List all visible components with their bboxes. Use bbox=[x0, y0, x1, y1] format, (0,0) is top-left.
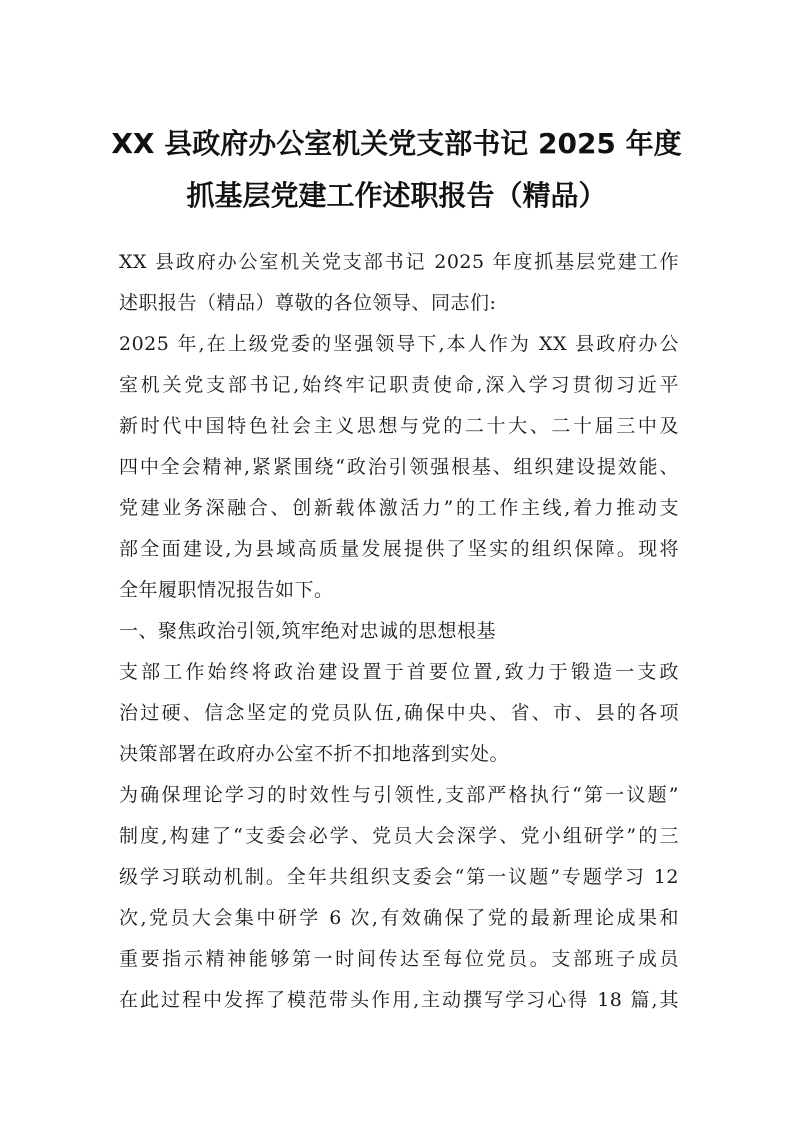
body-line: 在此过程中发挥了模范带头作用,主动撰写学习心得 18 篇,其 bbox=[119, 989, 679, 1011]
body-line: 新时代中国特色社会主义思想与党的二十大、二十届三中及 bbox=[119, 415, 679, 437]
body-line: XX 县政府办公室机关党支部书记 2025 年度抓基层党建工作 bbox=[119, 251, 679, 273]
section-heading: 一、聚焦政治引领,筑牢绝对忠诚的思想根基 bbox=[119, 620, 497, 642]
body-line: 次,党员大会集中研学 6 次,有效确保了党的最新理论成果和 bbox=[119, 907, 679, 929]
title-line-2: 抓基层党建工作述职报告（精品） bbox=[186, 179, 607, 212]
body-line: 2025 年,在上级党委的坚强领导下,本人作为 XX 县政府办公 bbox=[119, 333, 679, 355]
body-line: 四中全会精神,紧紧围绕“政治引领强根基、组织建设提效能、 bbox=[119, 456, 679, 478]
body-line: 党建业务深融合、创新载体激活力”的工作主线,着力推动支 bbox=[119, 497, 679, 519]
body-line: 治过硬、信念坚定的党员队伍,确保中央、省、市、县的各项 bbox=[119, 702, 679, 724]
body-line: 制度,构建了“支委会必学、党员大会深学、党小组研学”的三 bbox=[119, 825, 679, 847]
title-line-1: XX 县政府办公室机关党支部书记 2025 年度 bbox=[111, 127, 682, 160]
body-line: 重要指示精神能够第一时间传达至每位党员。支部班子成员 bbox=[119, 948, 679, 970]
body-line: 支部工作始终将政治建设置于首要位置,致力于锻造一支政 bbox=[119, 661, 679, 683]
body-line: 全年履职情况报告如下。 bbox=[119, 579, 334, 601]
body-line: 部全面建设,为县域高质量发展提供了坚实的组织保障。现将 bbox=[119, 538, 679, 560]
body-line: 级学习联动机制。全年共组织支委会“第一议题”专题学习 12 bbox=[119, 866, 679, 888]
body-line: 决策部署在政府办公室不折不扣地落到实处。 bbox=[119, 743, 510, 765]
document-body bbox=[119, 242, 679, 1021]
body-line: 室机关党支部书记,始终牢记职责使命,深入学习贯彻习近平 bbox=[119, 374, 679, 396]
document-title bbox=[100, 118, 693, 222]
body-line: 为确保理论学习的时效性与引领性,支部严格执行“第一议题” bbox=[119, 784, 679, 806]
body-line: 述职报告（精品）尊敬的各位领导、同志们: bbox=[119, 292, 497, 314]
